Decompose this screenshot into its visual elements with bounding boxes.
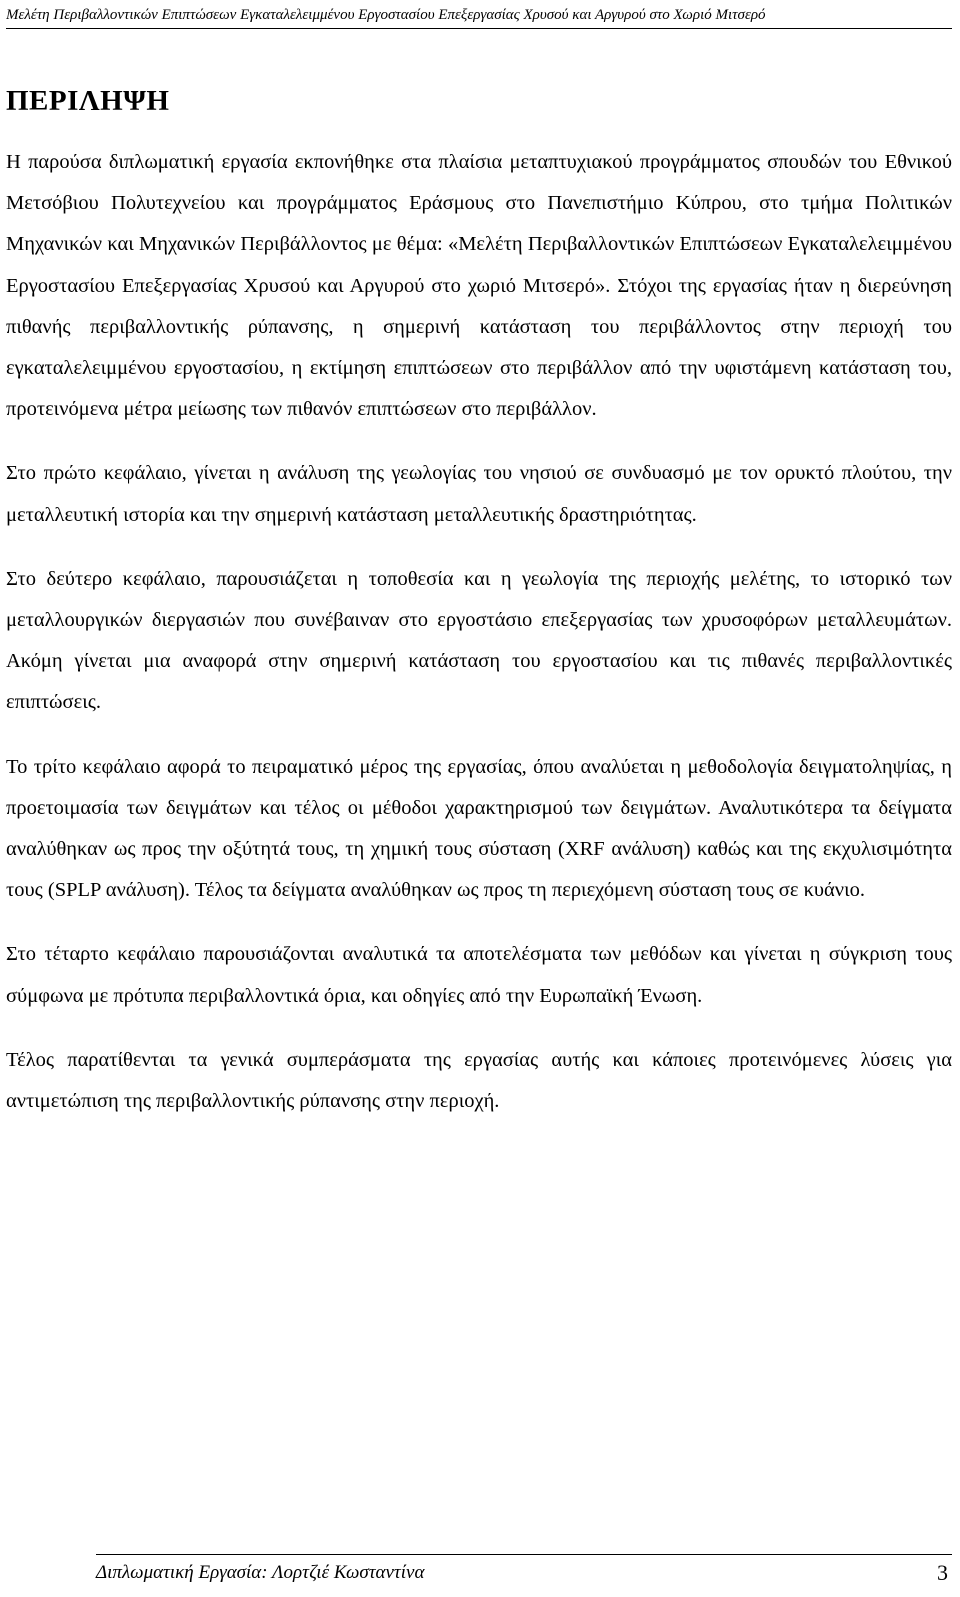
footer-author: Διπλωματική Εργασία: Λορτζιέ Κωσταντίνα bbox=[96, 1562, 425, 1583]
paragraph-chapter-3: Το τρίτο κεφάλαιο αφορά το πειραματικό μέρος της εργασίας, όπου αναλύεται η μεθοδολογία δειγματοληψίας, η προετοιμασία των δειγμάτων και τέλος οι μέθοδοι χαρακτηρισμού των δειγμάτων. Αναλυτικότερα τα δείγματα αναλύθηκαν ως προς την οξύτητά τους, τη χημική τους σύσταση (XRF ανάλυση) καθώς και της εκχυλισιμότητα τους (SPLP ανάλυση). Τέλος τα δείγματα αναλύθηκαν ως προς τη περιεχόμενη σύσταση τους σε κυάνιο. bbox=[6, 755, 952, 902]
running-header: Μελέτη Περιβαλλοντικών Επιπτώσεων Εγκαταλελειμμένου Εργοστασίου Επεξεργασίας Χρυσού και Αργυρού στο Χωριό Μιτσερό bbox=[6, 7, 766, 23]
footer-divider bbox=[96, 1554, 952, 1555]
paragraph-conclusion: Τέλος παρατίθενται τα γενικά συμπεράσματα της εργασίας αυτής και κάποιες προτεινόμενες λύσεις για αντιμετώπιση της περιβαλλοντικής ρύπανσης στην περιοχή. bbox=[6, 1048, 952, 1113]
paragraph-intro: Η παρούσα διπλωματική εργασία εκπονήθηκε στα πλαίσια μεταπτυχιακού προγράμματος σπουδών του Εθνικού Μετσόβιου Πολυτεχνείου και προγράμματος Εράσμους στο Πανεπιστήμιο Κύπρου, στο τμήμα Πολιτικών Μηχανικών και Μηχανικών Περιβάλλοντος με θέμα: «Μελέτη Περιβαλλοντικών Επιπτώσεων Εγκαταλελειμμένου Εργοστασίου Επεξεργασίας Χρυσού και Αργυρού στο χωριό Μιτσερό». Στόχοι της εργασίας ήταν η διερεύνηση πιθανής περιβαλλοντικής ρύπανσης, η σημερινή κατάσταση του περιβάλλοντος στην περιοχή του εγκαταλελειμμένου εργοστασίου, η εκτίμηση επιπτώσεων στο περιβάλλον από την υφιστάμενη κατάσταση του, προτεινόμενα μέτρα μείωσης των πιθανόν επιπτώσεων στο περιβάλλον. bbox=[6, 151, 952, 421]
page-title: ΠΕΡΙΛΗΨΗ bbox=[6, 85, 170, 117]
abstract-body bbox=[6, 142, 952, 1122]
paragraph-chapter-2: Στο δεύτερο κεφάλαιο, παρουσιάζεται η τοποθεσία και η γεωλογία της περιοχής μελέτης, το ιστορικό των μεταλλουργικών διεργασιών που συνέβαιναν στο εργοστάσιο επεξεργασίας των χρυσοφόρων μεταλλευμάτων. Ακόμη γίνεται μια αναφορά στην σημερινή κατάσταση του εργοστασίου και τις πιθανές περιβαλλοντικές επιπτώσεις. bbox=[6, 567, 952, 714]
header-divider bbox=[6, 28, 952, 29]
paragraph-chapter-1: Στο πρώτο κεφάλαιο, γίνεται η ανάλυση της γεωλογίας του νησιού σε συνδυασμό με τον ορυκτό πλούτου, την μεταλλευτική ιστορία και την σημερινή κατάσταση μεταλλευτικής δραστηριότητας. bbox=[6, 462, 952, 526]
paragraph-chapter-4: Στο τέταρτο κεφάλαιο παρουσιάζονται αναλυτικά τα αποτελέσματα των μεθόδων και γίνεται η σύγκριση τους σύμφωνα με πρότυπα περιβαλλοντικά όρια, και οδηγίες από την Ευρωπαϊκή Ένωση. bbox=[6, 943, 952, 1007]
page-footer bbox=[96, 1561, 952, 1585]
page-number: 3 bbox=[937, 1560, 948, 1585]
